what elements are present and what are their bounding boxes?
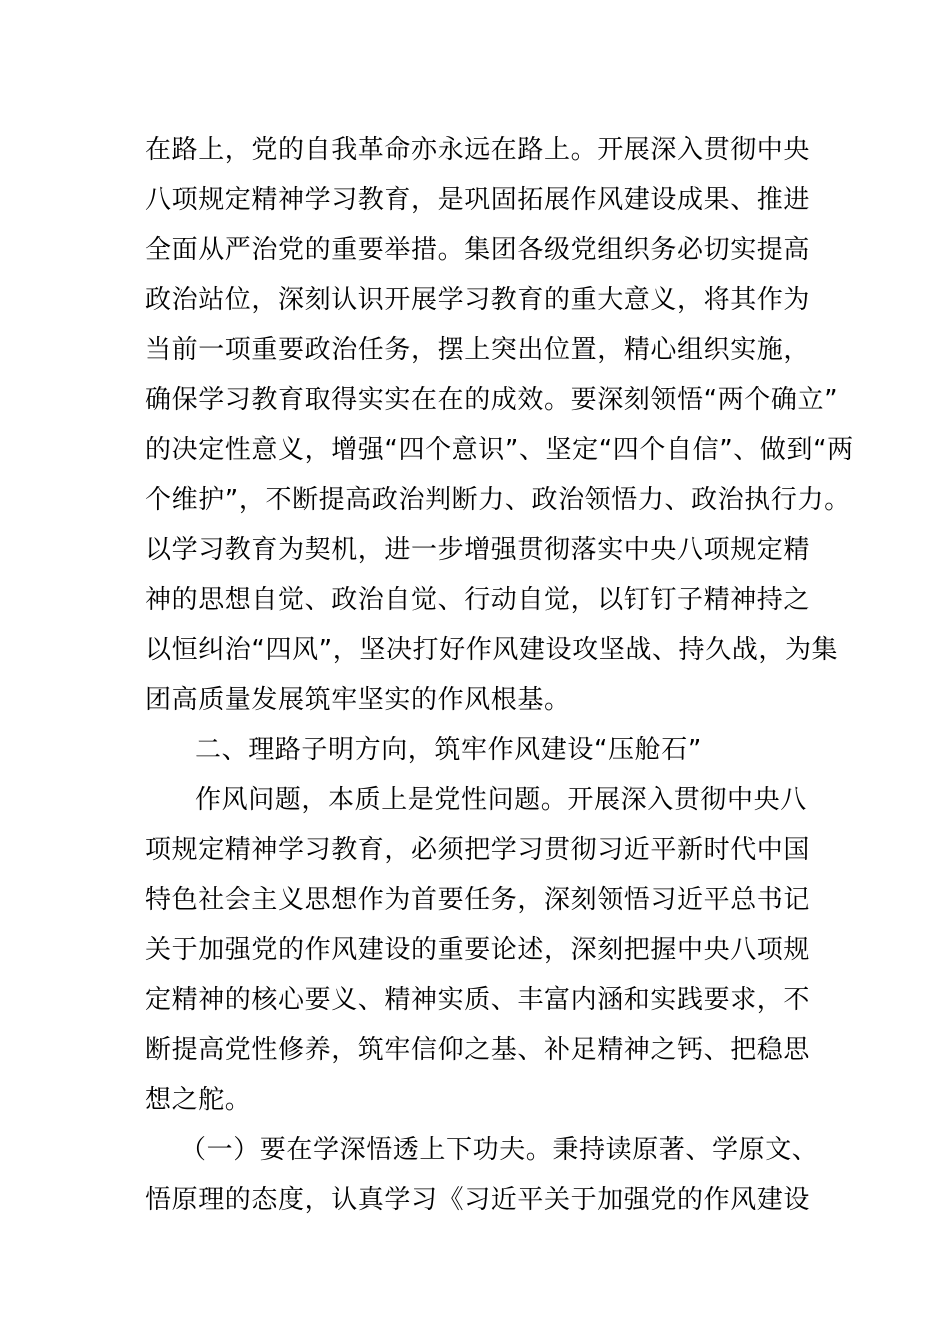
subsection-heading: （一）要在学深悟透上下功夫。秉持读原著、学原文、: [180, 1135, 819, 1165]
body-text-line: 全面从严治党的重要举措。集团各级党组织务必切实提高: [145, 235, 811, 265]
body-text-line: 以学习教育为契机，进一步增强贯彻落实中央八项规定精: [145, 535, 811, 565]
body-text-line: 作风问题，本质上是党性问题。开展深入贯彻中央八: [195, 785, 807, 815]
body-text-line: 当前一项重要政治任务，摆上突出位置，精心组织实施，: [145, 335, 811, 365]
body-text-line: 在路上，党的自我革命亦永远在路上。开展深入贯彻中央: [145, 135, 811, 165]
section-heading: 二、理路子明方向，筑牢作风建设“压舱石”: [195, 735, 702, 765]
body-text-line: 关于加强党的作风建设的重要论述，深刻把握中央八项规: [145, 935, 811, 965]
body-text-line: 团高质量发展筑牢坚实的作风根基。: [145, 685, 571, 715]
body-text-line: 以恒纠治“四风”，坚决打好作风建设攻坚战、持久战，为集: [145, 635, 839, 665]
body-text-line: 政治站位，深刻认识开展学习教育的重大意义，将其作为: [145, 285, 811, 315]
body-text-line: 确保学习教育取得实实在在的成效。要深刻领悟“两个确立”: [145, 385, 839, 415]
body-text-line: 神的思想自觉、政治自觉、行动自觉，以钉钉子精神持之: [145, 585, 811, 615]
body-text-line: 悟原理的态度，认真学习《习近平关于加强党的作风建设: [145, 1185, 811, 1215]
body-text-line: 想之舵。: [145, 1085, 252, 1115]
body-text-line: 个维护”，不断提高政治判断力、政治领悟力、政治执行力。: [145, 485, 851, 515]
body-text-line: 八项规定精神学习教育，是巩固拓展作风建设成果、推进: [145, 185, 811, 215]
body-text-line: 项规定精神学习教育，必须把学习贯彻习近平新时代中国: [145, 835, 811, 865]
body-text-line: 特色社会主义思想作为首要任务，深刻领悟习近平总书记: [145, 885, 811, 915]
body-text-line: 断提高党性修养，筑牢信仰之基、补足精神之钙、把稳思: [145, 1035, 811, 1065]
body-text-line: 的决定性意义，增强“四个意识”、坚定“四个自信”、做到“两: [145, 435, 854, 465]
body-text-line: 定精神的核心要义、精神实质、丰富内涵和实践要求，不: [145, 985, 811, 1015]
